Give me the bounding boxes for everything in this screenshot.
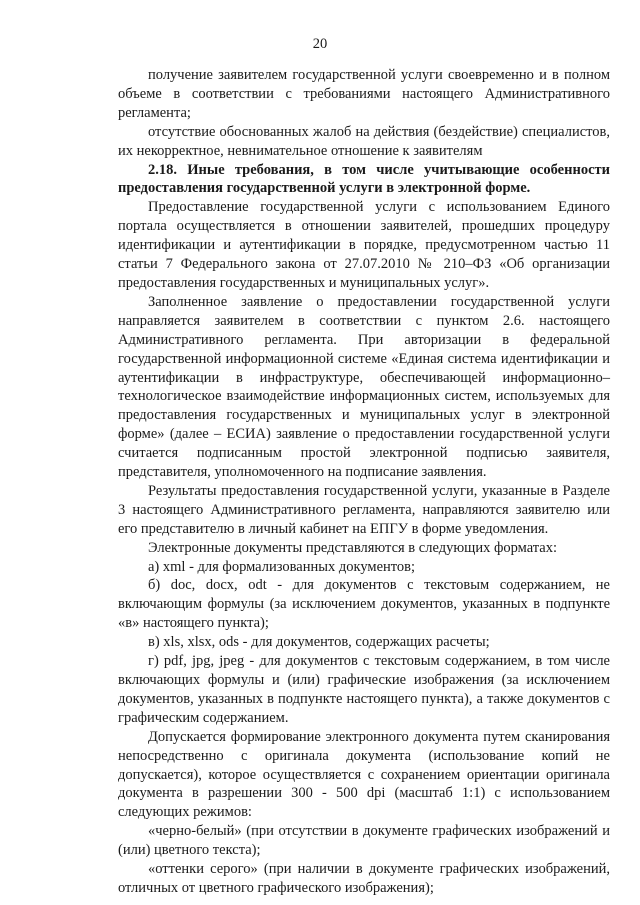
paragraph: Результаты предоставления государственной услуги, указанные в Разделе 3 настоящего Административного регламента, направляются заявителю или его представителю в личный кабинет на ЕПГУ в форме уведомления. — [118, 482, 610, 537]
paragraph: Электронные документы представляются в следующих форматах: — [148, 539, 557, 556]
list-item: б) doc, docx, odt - для документов с текстовым содержанием, не включающим формулы (за исключением документов, указанных в подпункте «в» настоящего пункта); — [118, 577, 610, 632]
paragraph: Заполненное заявление о предоставлении государственной услуги направляется заявителем в соответствии с пунктом 2.6. настоящего Административного регламента. При авторизации в федеральной государственной информационной системе «Единая система идентификации и аутентификации в инфраструктуре, обеспечивающей информационно–технологическое взаимодействие информационных систем, используемых для предоставления государственных и муниципальных услуг в электронной форме» (далее – ЕСИА) заявление о предоставлении государственной услуги считается подписанным простой электронной подписью заявителя, представителя, уполномоченного на подписание заявления. — [118, 293, 610, 481]
paragraph: получение заявителем государственной услуги своевременно и в полном объеме в соответствии с требованиями настоящего Административного регламента; — [118, 67, 610, 121]
page-number: 20 — [312, 36, 328, 52]
list-item: в) xls, xlsx, ods - для документов, содержащих расчеты; — [148, 634, 490, 651]
paragraph: отсутствие обоснованных жалоб на действия (бездействие) специалистов, их некорректное, невнимательное отношение к заявителям — [118, 123, 610, 159]
list-item: а) xml - для формализованных документов; — [148, 558, 416, 575]
document-body — [118, 66, 610, 898]
section-heading: 2.18. Иные требования, в том числе учитывающие особенности предоставления государственной услуги в электронной форме. — [118, 161, 610, 197]
list-item: «оттенки серого» (при наличии в документе графических изображений, отличных от цветного графического изображения); — [118, 861, 610, 896]
paragraph: Допускается формирование электронного документа путем сканирования непосредственно с оригинала документа (использование копий не допускается), которое осуществляется с сохранением ориентации оригинала документа в разрешении 300 - 500 dpi (масштаб 1:1) с использованием следующих режимов: — [118, 728, 610, 821]
list-item: «черно-белый» (при отсутствии в документе графических изображений и (или) цветного текста); — [118, 823, 610, 859]
list-item: г) pdf, jpg, jpeg - для документов с текстовым содержанием, в том числе включающих формулы и (или) графические изображения (за исключением документов, указанных в подпункте настоящего пункта), а также документов с графическим содержанием. — [118, 653, 610, 726]
paragraph: Предоставление государственной услуги с использованием Единого портала осуществляется в отношении заявителей, прошедших процедуру идентификации и аутентификации в порядке, предусмотренном частью 11 статьи 7 Федерального закона от 27.07.2010 № 210–ФЗ «Об организации предоставления государственных и муниципальных услуг». — [118, 199, 610, 291]
